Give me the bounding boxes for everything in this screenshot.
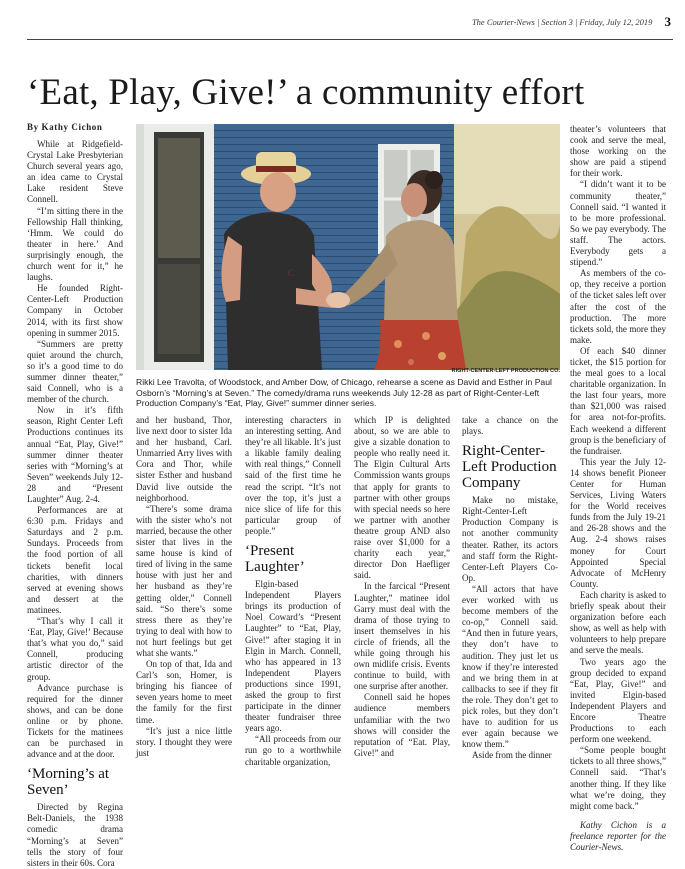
subhead-right-center-left: Right-Center-Left Production Company: [462, 443, 557, 492]
header-divider: |: [536, 17, 542, 27]
paragraph: He founded Right-Center-Left Production Company in October 2014, with its first show opening in summer 2015.: [27, 283, 123, 338]
paragraph: “Summers are pretty quiet around the church, so it’s a good time to do summer dinner theater,” said Connell, who is a member of the church.: [27, 338, 123, 405]
paragraph: “All actors that have ever worked with us become members of the co-op,” Connell said. “And then in future years, they don’t have to audition. They just let us know if they’re interested and we bring them in at callbacks to see if they fit the role. They don’t get to pick roles, but they don’t have to audition for us ever again because we know them.”: [462, 583, 558, 750]
paragraph: Of each $40 dinner ticket, the $15 portion for the meal goes to a local charitable organization. In the last four years, more than $21,000 was raised for area not-for-profits. Each weekend a different group is the beneficiary of the fundraiser.: [570, 345, 666, 456]
article-column-6: [570, 124, 666, 852]
page-number: 3: [664, 14, 671, 29]
paragraph: “There’s some drama with the sister who’s not married, because the other sister that lives in the same house is kind of tired of living in the same house with just her and her husband as they’re getting older,” Connell said. “So there’s some stress there as they’re trying to deal with how to not hurt feelings but get what she wants.”: [136, 503, 232, 658]
page-header: [0, 14, 671, 30]
headline: ‘Eat, Play, Give!’ a community effort: [27, 72, 585, 113]
paragraph: theater’s volunteers that cook and serve the meal, those working on the show are paid a stipend for their work.: [570, 124, 666, 179]
paragraph: “It’s just a nice little story. I thought they were just: [136, 725, 232, 758]
paragraph: Now in it’s fifth season, Right Center Left Productions continues its annual “Eat, Play, Give!” summer dinner theater series with “Morning’s at Seven” weekends July 12-28 and “Present Laughter” Aug. 2-4.: [27, 405, 123, 504]
paragraph: Elgin-based Independent Players brings its production of Noel Coward’s “Present Laughter” to “Eat, Play, Give!” after staging it in Elgin in March. Connell, who has appeared in 13 Independent Players productions since 1991, asked the group to first participate in the dinner theater fundraiser three years ago.: [245, 579, 341, 734]
article-column-2: [136, 415, 232, 758]
section-label: Section 3: [541, 17, 573, 27]
article-column-1: [27, 139, 123, 868]
paragraph: As members of the co-op, they receive a portion of the ticket sales left over after the cost of the production. The more tickets sold, the more they make.: [570, 268, 666, 345]
paragraph: While at Ridgefield-Crystal Lake Presbyterian Church several years ago, an idea came to Crystal Lake resident Steve Connell.: [27, 139, 123, 205]
subhead-present-laughter: ‘Present Laughter’: [245, 543, 305, 576]
floral-skirt: [374, 320, 466, 370]
clasped-hands: [326, 292, 350, 308]
author-signoff: Kathy Cichon is a freelance reporter for the Courier-News.: [570, 819, 666, 852]
paragraph: Connell said he hopes audience members unfamiliar with the two shows will consider the reputation of “Eat. Play, Give!” and: [354, 692, 450, 758]
paragraph: which IP is delighted about, so we are able to give a sizable donation to people who really need it. The Elgin Cultural Arts Commission wants groups that apply for grants to partner with other groups with special needs so here we partner with another theatre group AND also raise over $1,000 for a charity each year,” director Don Haefliger said.: [354, 415, 451, 581]
paragraph: Two years ago the group decided to expand “Eat, Play, Give!” and invited Elgin-based Independent Players and Encore Theatre Productions to each perform one weekend.: [570, 656, 666, 745]
article-column-4: [354, 415, 451, 758]
publication-name: The Courier-News: [471, 17, 535, 27]
header-divider: |: [574, 17, 580, 27]
tan-sweater: [384, 220, 458, 324]
paragraph: and her husband, Thor, live next door to sister Ida and her husband, Carl. Unmarried Arry lives with Cora and Thor, while sister Esther and husband David live outside the neighborhood.: [136, 415, 232, 503]
paragraph: “That’s why I call it ‘Eat, Play, Give!’ Because that’s what you do,” said Connell, producing artistic director of the group.: [27, 616, 123, 682]
article-column-5: [462, 415, 558, 761]
photo-credit: RIGHT-CENTER-LEFT PRODUCTION CO.: [451, 368, 560, 374]
paragraph: “Some people bought tickets to all three shows,” Connell said. “That’s another thing. If they like what we’re doing, they might come back.”: [570, 745, 666, 811]
photo-caption: Rikki Lee Travolta, of Woodstock, and Amber Dow, of Chicago, rehearse a scene as David and Esther in Paul Osborn’s “Morning’s at Seven.” The comedy/drama runs weekends July 12-28 as part of Right-Center-Left Production Company’s “Eat, Play, Give!” summer dinner series.: [136, 377, 552, 409]
paragraph: Advance purchase is required for the dinner shows, and can be done online or by phone. Tickets for the matinees can be purchased in advance and at the door.: [27, 682, 123, 760]
paragraph: interesting characters in an interesting setting. And they’re all likable. It’s just a likable family dealing with real things,” Connell said of the first time he read the script. “It’s not over the top, it’s just a nice slice of life for this particular group of people.”: [245, 415, 341, 536]
article-column-3: [245, 415, 341, 767]
article-photo: [136, 124, 560, 370]
paragraph: Aside from the dinner: [472, 750, 552, 761]
paragraph: “I’m sitting there in the Fellowship Hall thinking, ‘Hmm. We could do theater in here.’ And surprisingly enough, the church went for it,” he laughs.: [27, 205, 123, 283]
paragraph: Make no mistake, Right-Center-Left Production Company is not another community theater. Rather, its actors and staff form the Right-Center-Left Players Co-Op.: [462, 495, 558, 583]
paragraph: Each charity is asked to briefly speak about their organization before each show, as well as help with volunteers to help prepare and serve the meals.: [570, 589, 666, 656]
paragraph: Performances are at 6:30 p.m. Fridays and Saturdays and 2 p.m. Sundays. Proceeds from the food portion of all tickets benefit local charities, with dinners served at evening shows and dessert at the matinees.: [27, 505, 123, 615]
paragraph: “All proceeds from our run go to a worthwhile charitable organization,: [245, 734, 341, 767]
rehearsal-photo: [136, 124, 560, 370]
shirt-logo: C: [288, 268, 295, 278]
byline: By Kathy Cichon: [27, 122, 103, 132]
header-rule: [27, 39, 673, 40]
paragraph: In the farcical “Present Laughter,” matinee idol Garry must deal with the drama of those trying to insert themselves in his circle of friends, all the while going through his own midlife crisis. Events continue to build, with one surprise after another.: [354, 581, 450, 692]
paragraph: On top of that, Ida and Carl’s son, Homer, is bringing his fiancee of seven years home to meet the family for the first time.: [136, 659, 232, 725]
paragraph: Directed by Regina Belt-Daniels, the 1938 comedic drama “Morning’s at Seven” tells the story of four sisters in their 60s. Cora: [27, 802, 123, 868]
paragraph: take a chance on the plays.: [462, 415, 558, 437]
publication-date: Friday, July 12, 2019: [579, 17, 653, 27]
subhead-mornings-at-seven: ‘Morning’s at Seven’: [27, 766, 110, 799]
paragraph: This year the July 12-14 shows benefit Pioneer Center for Human Services, Living Waters for the World receives funds from the July 19-21 and 26-28 shows and the Aug. 2-4 shows raises money for Court Appointed Special Advocate of McHenry County.: [570, 456, 666, 589]
paragraph: “I didn’t want it to be community theater,” Connell said. “I wanted it to be more professional. So we pay everybody. The staff. The actors. Everybody gets a stipend.”: [570, 179, 666, 268]
